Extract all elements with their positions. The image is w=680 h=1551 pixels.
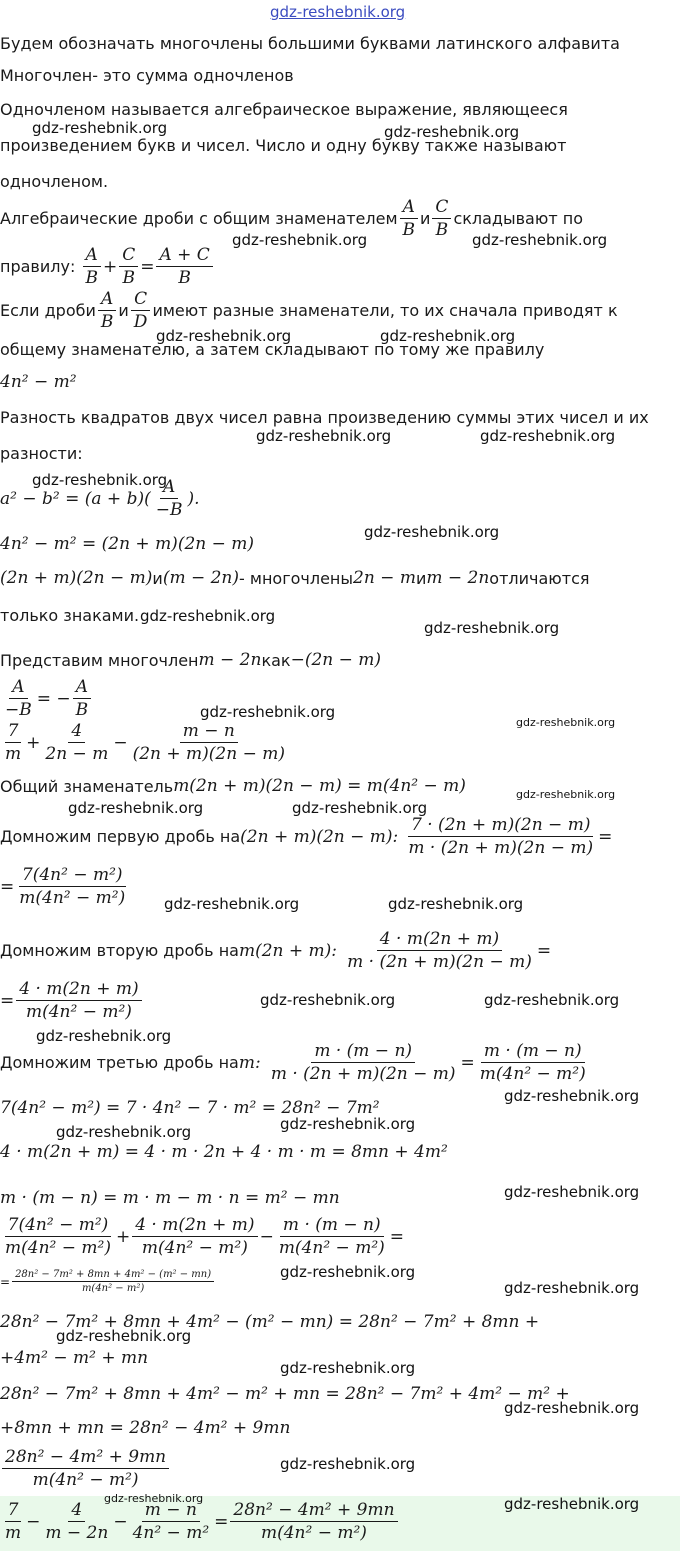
fraction-sum: $\frac{A + C}{B}$ (156, 244, 212, 289)
text-line: Одночленом называется алгебраическое выражение, являющееся (0, 100, 568, 119)
second-fraction-result: = $\frac{4 \cdot m(2n + m)}{\text{m(4n² − m²)}}$ (0, 978, 144, 1023)
text-segment: Если дроби (0, 301, 96, 320)
watermark-text: gdz-reshebnik.org (68, 799, 204, 817)
multiply-second-fraction: Домножим вторую дробь на m(2n + m): $\frac{4 \cdot m(2n + m)}{m \cdot (2n + m)(2n - m)}$ = (0, 929, 552, 972)
watermark-text: gdz-reshebnik.org (156, 327, 292, 345)
fraction-third-expanded: $\frac{m \cdot (m - n)}{m \cdot (2n + m)(2n - m)}$ (270, 1041, 456, 1084)
math-line: 28n² − 7m² + 8mn + 4m² − (m² − mn) = 28n² − 7m² + 8mn + (0, 1312, 540, 1332)
fraction-c-b: $\frac{C}{B}$ (119, 244, 138, 289)
text-segment: имеют разные знаменатели, то их сначала приводят к (152, 301, 618, 320)
math-line: 28n² − 7m² + 8mn + 4m² − m² + mn = 28n² − 7m² + 4m² − m² + (0, 1384, 570, 1404)
simplified-fraction (0, 1446, 171, 1491)
math-line: 4 · m(2n + m) = 4 · m · 2n + 4 · m · m = 8mn + 4m² (0, 1142, 448, 1162)
math-line: +4m² − m² + mn (0, 1348, 149, 1368)
watermark-text: gdz-reshebnik.org (56, 1123, 192, 1141)
watermark-text: gdz-reshebnik.org (200, 703, 336, 721)
fraction-second-result: $\frac{4 \cdot m(2n + m)}{\text{m(4n² − m²)}}$ (132, 1214, 257, 1259)
fraction-third-result: $\frac{m \cdot (m - n)}{\text{m(4n² − m²)}}$ (278, 1215, 385, 1258)
fraction-simplified: $\frac{\text{28n² − 4m² + 9mn}}{\text{m(4n² − m²)}}$ (2, 1446, 169, 1491)
watermark-text: gdz-reshebnik.org (388, 895, 524, 913)
fraction-a-b: $\frac{A}{B}$ (82, 244, 101, 289)
fraction-third-result: $\frac{m \cdot (m - n)}{\text{m(4n² − m²)}}$ (479, 1041, 586, 1084)
multiply-first-fraction: Домножим первую дробь на (2n + m)(2n − m): $\frac{7 \cdot (2n + m)(2n - m)}{m \cdot (2n + m)(2n - m)}$ = (0, 815, 613, 858)
multiply-third-fraction: Домножим третью дробь на m: $\frac{m \cdot (m - n)}{m \cdot (2n + m)(2n - m)}$ = $\frac{m \cdot (m - n)}{\text{m(4n² − m²)}}$ (0, 1040, 591, 1085)
fraction-c-d: $\frac{C}{D}$ (131, 288, 151, 333)
watermark-text: gdz-reshebnik.org (516, 716, 616, 729)
sign-rule-fraction: $\frac{A}{-B}$ = − $\frac{A}{B}$ (0, 676, 93, 721)
text-line: Будем обозначать многочлены большими буквами латинского алфавита (0, 34, 620, 53)
watermark-text: gdz-reshebnik.org (104, 1492, 204, 1505)
watermark-text: gdz-reshebnik.org (472, 231, 608, 249)
first-fraction-result: = $\frac{\text{7(4n² − m²)}}{\text{m(4n² − m²)}}$ (0, 864, 130, 909)
fraction-a-b: $\frac{A}{B}$ (400, 196, 419, 241)
difference-of-squares-formula: a² − b² = (a + b)( $\frac{A}{-B}$ ). (0, 477, 200, 520)
text-segment: складывают по (453, 209, 583, 228)
math-line: m · (m − n) = m · m − m · n = m² − mn (0, 1188, 340, 1208)
watermark-text: gdz-reshebnik.org (56, 1327, 192, 1345)
fraction-m-n: $\frac{m - n}{(2n + m)(2n - m)}$ (132, 721, 285, 764)
fraction-second-result: $\frac{4 \cdot m(2n + m)}{\text{m(4n² − m²)}}$ (16, 978, 141, 1023)
fraction-4-2n-m: $\frac{4}{2n - m}$ (45, 721, 109, 764)
final-answer: $\frac{7}{m}$ − $\frac{4}{m - 2n}$ − $\frac{m - n}{\text{4n² − m²}}$ = $\frac{\text{28n² − 4m² + 9mn}}{\text{m(4n² − m²)}}$ (0, 1499, 400, 1544)
fraction-a-b: $\frac{A}{B}$ (73, 676, 92, 721)
fraction-c-b: $\frac{C}{B}$ (432, 196, 451, 241)
watermark-text: gdz-reshebnik.org (364, 523, 500, 541)
fraction-a-b: $\frac{A}{B}$ (98, 288, 117, 333)
watermark-text: gdz-reshebnik.org (292, 799, 428, 817)
text-line: произведением букв и чисел. Число и одну букву также называют (0, 136, 567, 155)
fraction-7-m: $\frac{7}{m}$ (5, 1500, 22, 1543)
watermark-text: gdz-reshebnik.org (384, 123, 520, 141)
watermark-text: gdz-reshebnik.org (164, 895, 300, 913)
text-line: Многочлен- это сумма одночленов (0, 66, 294, 85)
watermark-text: gdz-reshebnik.org (140, 607, 276, 625)
text-line: общему знаменателю, а затем складывают по тому же правилу (0, 340, 545, 359)
watermark-text: gdz-reshebnik.org (32, 119, 168, 137)
watermark-text: gdz-reshebnik.org (256, 427, 392, 445)
math-line: 4n² − m² (0, 372, 77, 392)
sum-of-fractions: $\frac{\text{7(4n² − m²)}}{\text{m(4n² − m²)}}$ + $\frac{4 \cdot m(2n + m)}{\text{m(4n² − m²)}}$ − $\frac{m \cdot (m - n)}{\text{m(4n² − m²)}}$ = (0, 1214, 404, 1259)
represent-polynomial-line: Представим многочлен m − 2n как −(2n − m) (0, 650, 382, 670)
text-segment: и (420, 209, 431, 228)
watermark-text: gdz-reshebnik.org (380, 327, 516, 345)
math-line: 4n² − m² = (2n + m)(2n − m) (0, 534, 255, 554)
fraction-a-minus-b: $\frac{A}{-B}$ (155, 477, 183, 520)
fraction-first-result: $\frac{\text{7(4n² − m²)}}{\text{m(4n² − m²)}}$ (5, 1215, 111, 1258)
math-line: 7(4n² − m²) = 7 · 4n² − 7 · m² = 28n² − 7m² (0, 1098, 380, 1118)
text-segment: Алгебраические дроби с общим знаменателем (0, 209, 398, 228)
fraction-second-expanded: $\frac{4 \cdot m(2n + m)}{m \cdot (2n + m)(2n - m)}$ (347, 929, 532, 972)
top-watermark-link[interactable]: gdz-reshebnik.org (270, 3, 406, 21)
fraction-first-expanded: $\frac{7 \cdot (2n + m)(2n - m)}{m \cdot (2n + m)(2n - m)}$ (408, 815, 594, 858)
fraction-m-n-over-diff: $\frac{m - n}{\text{4n² − m²}}$ (132, 1500, 210, 1543)
watermark-text: gdz-reshebnik.org (32, 471, 168, 489)
watermark-text: gdz-reshebnik.org (504, 1279, 640, 1297)
watermark-text: gdz-reshebnik.org (504, 1399, 640, 1417)
watermark-text: gdz-reshebnik.org (516, 788, 616, 801)
math-line: +8mn + mn = 28n² − 4m² + 9mn (0, 1418, 291, 1438)
watermark-text: gdz-reshebnik.org (504, 1087, 640, 1105)
text-segment: и (118, 301, 129, 320)
fraction-final-result: $\frac{\text{28n² − 4m² + 9mn}}{\text{m(4n² − m²)}}$ (230, 1499, 397, 1544)
text-line: разности: (0, 444, 83, 463)
watermark-text: gdz-reshebnik.org (504, 1183, 640, 1201)
watermark-text: gdz-reshebnik.org (260, 991, 396, 1009)
watermark-text: gdz-reshebnik.org (280, 1263, 416, 1281)
problem-expression: $\frac{7}{m}$ + $\frac{4}{2n - m}$ − $\frac{m - n}{(2n + m)(2n - m)}$ (0, 720, 290, 765)
different-denominator-line (0, 288, 618, 333)
fraction-combined: $\frac{\text{28n² − 7m² + 8mn + 4m² − (m² − mn)}}{\text{m(4n² − m²)}}$ (12, 1268, 214, 1295)
watermark-text: gdz-reshebnik.org (484, 991, 620, 1009)
text-line: Разность квадратов двух чисел равна произведению суммы этих чисел и их (0, 408, 649, 427)
watermark-text: gdz-reshebnik.org (280, 1359, 416, 1377)
addition-rule-line: правилу: $\frac{A}{B}$ + $\frac{C}{B}$ = $\frac{A + C}{B}$ (0, 244, 215, 289)
watermark-text: gdz-reshebnik.org (424, 619, 560, 637)
text-segment: правилу: (0, 257, 76, 276)
watermark-text: gdz-reshebnik.org (280, 1115, 416, 1133)
text-line: одночленом. (0, 172, 109, 191)
fraction-a-minus-b: $\frac{A}{-B}$ (5, 677, 32, 720)
fraction-4-m-2n: $\frac{4}{m - 2n}$ (45, 1500, 109, 1543)
watermark-text: gdz-reshebnik.org (504, 1495, 640, 1513)
fraction-first-result: $\frac{\text{7(4n² − m²)}}{\text{m(4n² − m²)}}$ (19, 865, 126, 908)
combined-small-fraction: = $\frac{\text{28n² − 7m² + 8mn + 4m² − (m² − mn)}}{\text{m(4n² − m²)}}$ (0, 1268, 216, 1295)
watermark-text: gdz-reshebnik.org (480, 427, 616, 445)
text-line: только знаками. (0, 606, 140, 625)
watermark-text: gdz-reshebnik.org (280, 1455, 416, 1473)
fraction-7-m: $\frac{7}{m}$ (5, 721, 22, 764)
sign-difference-line: (2n + m)(2n − m) и (m − 2n) - многочлены 2n − m и m − 2n отличаются (0, 568, 590, 588)
watermark-text: gdz-reshebnik.org (232, 231, 368, 249)
watermark-text: gdz-reshebnik.org (36, 1027, 172, 1045)
common-denominator-result: Общий знаменатель m(2n + m)(2n − m) = m(4n² − m) (0, 776, 466, 796)
